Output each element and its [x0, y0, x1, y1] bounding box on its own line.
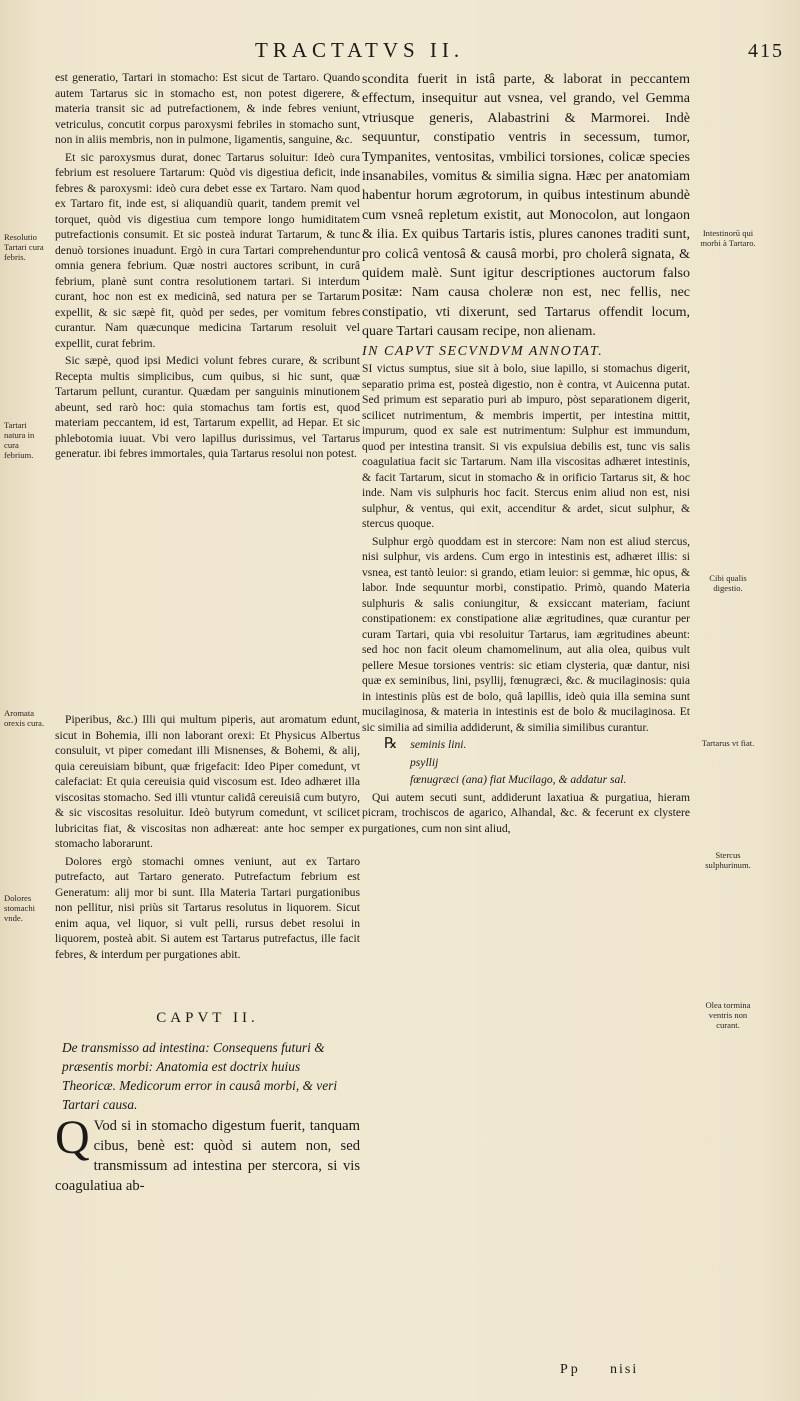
margin-note-right-5: Olea tormina ventris non curant. — [705, 1000, 751, 1030]
right-column — [362, 70, 690, 1360]
recipe-item-line: psyllij — [410, 755, 439, 769]
chapter-body — [55, 1111, 360, 1196]
right-top-text: scondita fuerit in istâ parte, & laborat in peccantem effectum, insequitur aut vsnea, vel grando, vel Gemma vtriusque generis, Alabastrini & Marmorei. Indè sequuntur, constipatio ventris in secessum, tumor, Tympanites, ventositas, vmbilici torsiones, colicæ species insanabiles, vomitus & similia signa. Hæc per anatomiam habentur horum ægrotorum, in quibus intestinum abundè cum vsneâ repletum existit, aut Monocolon, aut longaon & ilia. Ex quibus Tartaris istis, plures canones traditi sunt, pro colicâ ventosâ & causâ morbi, pro cholerâ signata, & quidem malè. Sunt igitur descriptiones auctorum falso positæ: Nam causa choleræ non est, nec fellis, nec constipatio, vti dixerunt, sed Tartarus offendit locum, quare Tartari causam recipe, non alienam. — [362, 72, 690, 340]
recipe-line — [362, 737, 690, 753]
margin-note-left-2: Tartari natura in cura febrium. — [4, 420, 35, 460]
left-paragraph: Dolores ergò stomachi omnes veniunt, aut ex Tartaro putrefacto, aut Tartaro generato. Putrefactum febrium est Generatum: alij mor bi sunt. Illa Materia Tartari purgationibus non pellitur, nisi priùs sit Tartarus resolutus in liquorem. Sicut enim aqua, vel liquor, si vult pelli, rursus debet resolui in liquorem, posteà abit. Si autem est Tartarus putrefactus, ille facit febres, & interdum per purgationes abit. — [55, 854, 360, 961]
drop-initial: Q — [55, 1111, 90, 1164]
annotation-heading: IN CAPVT SECVNDVM ANNOTAT. — [362, 343, 604, 359]
page-number: 415 — [748, 40, 784, 62]
catchword: nisi — [610, 1362, 639, 1377]
left-column — [55, 70, 360, 710]
signature-mark: Pp — [560, 1362, 581, 1377]
left-column-lower — [55, 712, 360, 1008]
chapter-summary: De transmisso ad intestina: Consequens futuri & præsentis morbi: Anatomia est doctrix huius Theoricæ. Medicorum error in causâ morbi, & veri Tartari causa. — [62, 1040, 338, 1112]
margin-note-left-3: Aromata orexis cura. — [4, 708, 45, 728]
right-paragraph: SI victus sumptus, siue sit à bolo, siue lapillo, si stomachus digerit, separatio prima est, posteà digestio, non è contra, vt Auicenna putat. Sed primum est separatio puri ab impuro, pòst separationem digerit, scilicet nutrimentum, & membris impertit, per intestina mittit, impurum, quod ex sale est nutrimentum: Sulphur est immundum, quod per intestina transit. Si vis expulsiua debilis est, tunc vis salis coagulatiua facit sic Tartarum. Nam illa viscositas adhæret intestinis, & facit Tartarum, sicut in stomacho & in orificio Tartarus sit, & hoc inde. Nam vis sulphuris hoc facit. Stercus enim aliud non est, nisi sulphur, & ventus, qui exit, accenditur & ardet, sicut sulphur, & stercus quoque. — [362, 362, 690, 531]
chapter-heading: CAPVT II. — [156, 1010, 259, 1026]
right-paragraph: Sulphur ergò quoddam est in stercore: Nam non est aliud stercus, nisi sulphur, vis ardens. Cum ergo in intestinis est, adhæret illis: si vsnea, est tantò leuior: si grando, etiam leuior: si gemmæ, hic opus, & labor. Inde sequuntur morbi, constipatio. Primò, quando Materia sulphuris & salis coniungitur, & exsiccant materiam, faciunt constipationem: ex constipatione aliæ ægritudines, quæ curantur per curam Tartari, quia vbi resoluitur Tartarus, iam ægritudines abeunt: sed hoc non facit oleum chamomelinum, aut alia olea, quibus vult pellere Mesue torsiones ventris: sic etiam clysteria, quæ dantur, nisi quæ ex seminibus, lini, psyllij, fœnugræci, &c. & mucilaginosis: quia in intestinis plùs est de bolo, quâ lapillis, ideò quia illa semina sunt mucilaginosa, & materia in intestinis est de bolo & mucilaginosa. Et sic similia ad similia addiderunt, & similia similibus curantur. — [362, 534, 690, 734]
running-title: TRACTATVS II. — [255, 38, 465, 62]
recipe-symbol: ℞ — [384, 736, 398, 753]
left-paragraph: Et sic paroxysmus durat, donec Tartarus soluitur: Ideò cura febrium est resoluere Tartarum: Quòd vis digestiua deficit, inde febres & paroxysmi: ideò cura debet esse ex Tartaro. Nam quod ex Tartaro fit, inde est, si aliquandiù quarit, tandem premit vel torquet, quòd vis digestiua cum tempore longo humiditatem putrefactionis consumit. Et sic posteà indurat Tartarum, & tunc denuò torsiones inuadunt. Ergò in cura Tartari comprehenduntur omnia genera febrium. Quæ nostri auctores scribunt, in curâ febrium, planè sunt contra resolutionem tartari. Si interdum curant, hoc non est ex medicinâ, sed natura per se Tartarum expellit, & sic sæpè fit, quòd per sedes, per vomitum febres curantur. Nam quæcunque medicina Tartarum resoluit vel expellit, curat febrim. — [55, 150, 360, 350]
right-paragraph: Qui autem secuti sunt, addiderunt laxatiua & purgatiua, hieram picram, trochiscos de agarico, Alhandal, &c. & fecerunt ex clystere purgationes, cum non sint aliud, — [362, 790, 690, 835]
page-header — [0, 38, 800, 68]
margin-note-right-2: Cibi qualis digestio. — [709, 573, 747, 593]
margin-note-right-4: Stercus sulphurinum. — [705, 850, 751, 870]
recipe-item-line: fœnugræci (ana) fiat Mucilago, & addatur sal. — [410, 773, 627, 787]
margin-note-right-3: Tartarus vt fiat. — [701, 738, 755, 748]
left-paragraph: Sic sæpè, quod ipsi Medici volunt febres curare, & scribunt Recepta multis simplicibus, cum quibus, si hic sunt, quæ Tartarum pellunt, curantur. Quædam per sanguinis minutionem abeunt, sed rarò hoc: quia stomachus tam fortis est, quod materiam peccantem, id est, Tartarum expellit, ad Hepar. Et sic phlebotomia iuuat. Vbi vero lapillus durissimus, vel Tartarus generatur. ibi febres immortales, quia Tartarus resolui non potest. — [55, 354, 360, 460]
margin-note-left-4: Dolores stomachi vnde. — [4, 893, 36, 923]
left-paragraph: est generatio, Tartari in stomacho: Est sicut de Tartaro. Quando autem Tartarus sic in stomacho est, non potest digerere, & materia transit sic ad putrefactionem, & inde febres veniunt, vetriculus, concutit corpus paroxysmi febriles in stomacho sunt, non in aliis membris, non in pulmone, ligamentis, sanguine, &c. — [55, 71, 360, 146]
left-paragraph: Piperibus, &c.) Illi qui multum piperis, aut aromatum edunt, sicut in Bohemia, illi non laborant orexi: Et Physicus Albertus consuluit, vt piper comedant illi Misnenses, & Bohemi, & alij, quia cereuisiam bibunt, quæ frigefacit: Ideo Piper comedunt, vt calefaciat: Et quia cereuisia quid viscosum est. Ideo adhæret illa viscositas stomacho. Sed illi vtuntur calidâ cereuisiâ cum butyro, & sic viscositas resoluitur. Ideò butyrum comedunt, vt scilicet lubricitas fiat, & viscositas non adhæreat: ante hoc semper ex stomacho laborarunt. — [55, 713, 360, 850]
recipe-item: seminis lini. — [410, 738, 467, 752]
margin-note-left-1: Resolutio Tartari cura febris. — [4, 232, 44, 262]
margin-note-right-1: Intestinorū qui morbi à Tartaro. — [700, 228, 756, 248]
chapter-body-text: Vod si in stomacho digestum fuerit, tanquam cibus, benè est: quòd si autem non, sed transmissum ad intestina per stercora, si vis coagulatiua ab- — [55, 1118, 360, 1194]
